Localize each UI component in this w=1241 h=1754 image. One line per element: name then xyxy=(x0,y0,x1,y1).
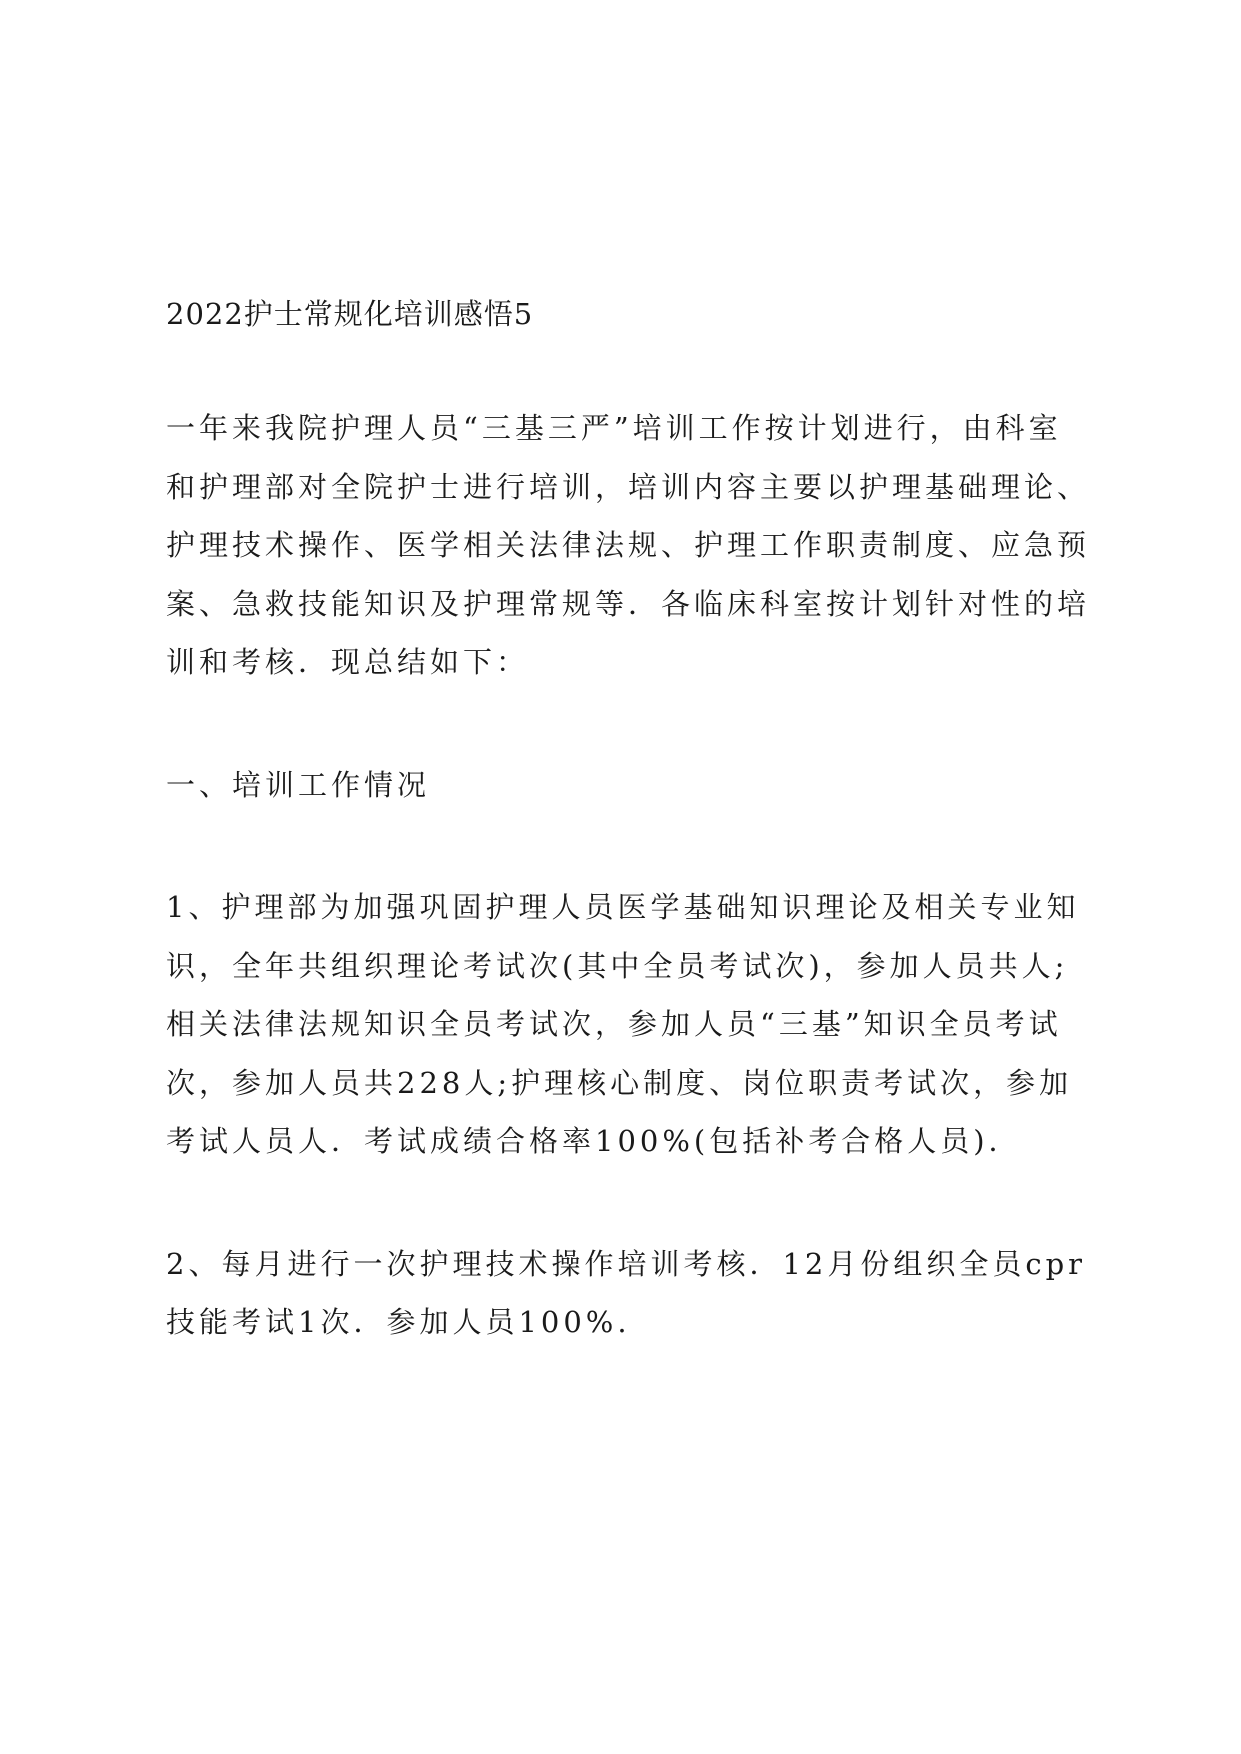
intro-paragraph xyxy=(166,399,1096,692)
section-heading: 一、培训工作情况 xyxy=(166,767,431,802)
item-2-line: 2、每月进行一次护理技术操作培训考核．12月份组织全员cpr xyxy=(166,1246,1087,1281)
item-1-line: 识，全年共组织理论考试次(其中全员考试次)，参加人员共人; xyxy=(166,948,1069,983)
intro-line: 和护理部对全院护士进行培训，培训内容主要以护理基础理论、 xyxy=(166,469,1091,504)
item-1-paragraph xyxy=(166,878,1096,1171)
item-1-line: 考试人员人．考试成绩合格率100%(包括补考合格人员)． xyxy=(166,1124,1022,1158)
item-1-line: 次，参加人员共228人;护理核心制度、岗位职责考试次，参加 xyxy=(166,1065,1073,1100)
document-title: 2022护士常规化培训感悟5 xyxy=(166,297,534,331)
document-body xyxy=(166,283,1096,1352)
item-1-line: 相关法律法规知识全员考试次，参加人员“三基”知识全员考试 xyxy=(166,1007,1062,1041)
intro-line: 护理技术操作、医学相关法律法规、护理工作职责制度、应急预 xyxy=(166,528,1091,562)
item-2-line: 技能考试1次．参加人员100%. xyxy=(166,1305,631,1339)
intro-line: 案、急救技能知识及护理常规等．各临床科室按计划针对性的培 xyxy=(166,586,1091,621)
item-1-line: 1、护理部为加强巩固护理人员医学基础知识理论及相关专业知 xyxy=(166,890,1080,924)
intro-line: 一年来我院护理人员“三基三严”培训工作按计划进行，由科室 xyxy=(166,411,1062,445)
item-2-paragraph xyxy=(166,1235,1096,1352)
intro-line: 训和考核．现总结如下： xyxy=(166,645,530,679)
